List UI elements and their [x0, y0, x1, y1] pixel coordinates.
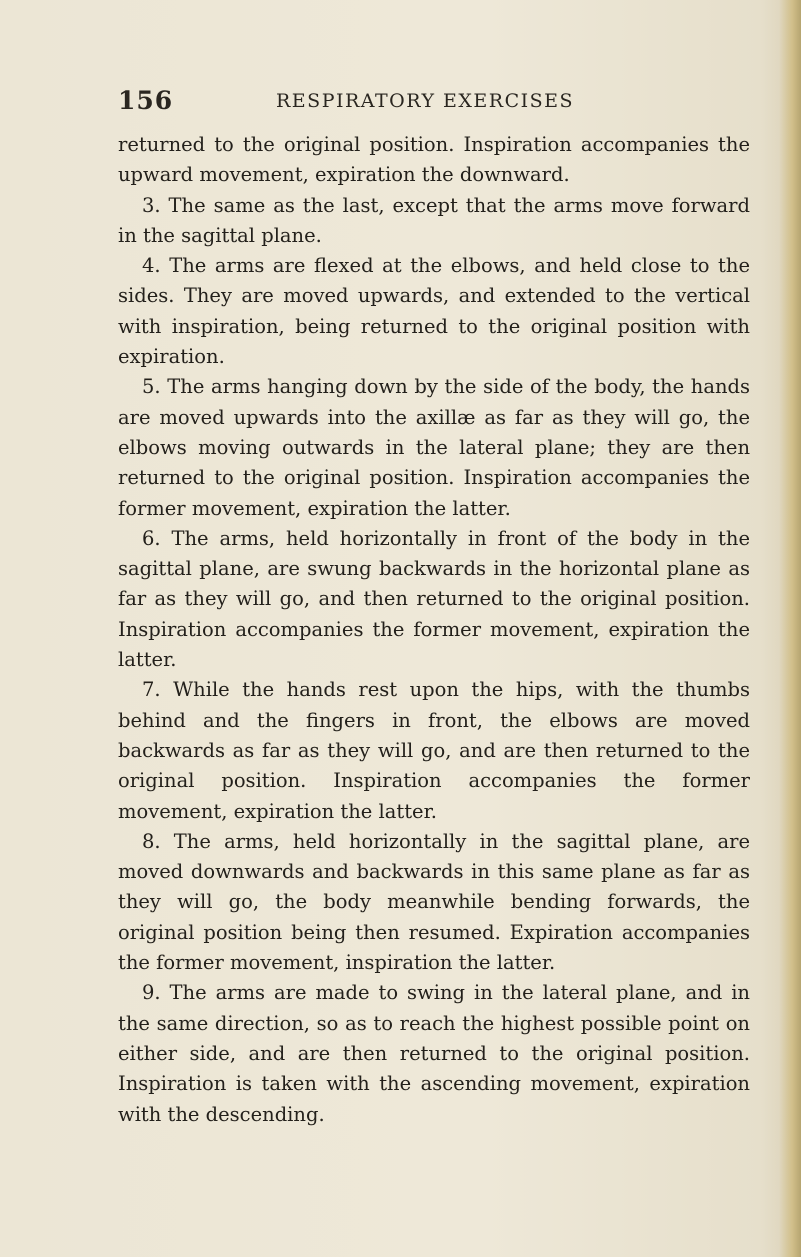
exercise-4: 4. The arms are flexed at the elbows, and held close to the sides. They are moved upwards, and extended to the vertical with inspiration, being returned to the original position with expiration. [118, 254, 750, 369]
page-number: 156 [118, 86, 174, 115]
exercise-9: 9. The arms are made to swing in the lateral plane, and in the same direction, so as to reach the highest possible point on either side, and are then returned to the original position. Inspiration is taken with the ascending movement, expiration with the descending. [118, 981, 750, 1126]
exercise-3: 3. The same as the last, except that the arms move forward in the sagittal plane. [118, 193, 750, 247]
paragraph-continuation: returned to the original position. Inspiration accompanies the upward movement, expiration the downward. [118, 133, 750, 187]
exercise-8: 8. The arms, held horizontally in the sagittal plane, are moved downwards and backwards in this same plane as far as they will go, the body meanwhile bending forwards, the original position being then resumed. Expiration accompanies the former movement, inspiration the latter. [118, 829, 750, 975]
exercise-6: 6. The arms, held horizontally in front of the body in the sagittal plane, are swung backwards in the horizontal plane as far as they will go, and then returned to the original position. Inspiration accompanies the former movement, expiration the latter. [118, 526, 750, 672]
exercise-5: 5. The arms hanging down by the side of the body, the hands are moved upwards into the axillæ as far as they will go, the elbows moving outwards in the lateral plane; they are then returned to the original position. Inspiration accompanies the former movement, expiration the latter. [118, 375, 750, 520]
page-edge-shadow [779, 0, 801, 1257]
exercise-7: 7. While the hands rest upon the hips, with the thumbs behind and the fingers in front, the elbows are moved backwards as far as they will go, and are then returned to the original position. Inspiration accompanies the former movement, expiration the latter. [118, 678, 750, 823]
page-header [118, 86, 750, 120]
body-text [118, 130, 750, 1130]
running-title: RESPIRATORY EXERCISES [276, 90, 575, 112]
